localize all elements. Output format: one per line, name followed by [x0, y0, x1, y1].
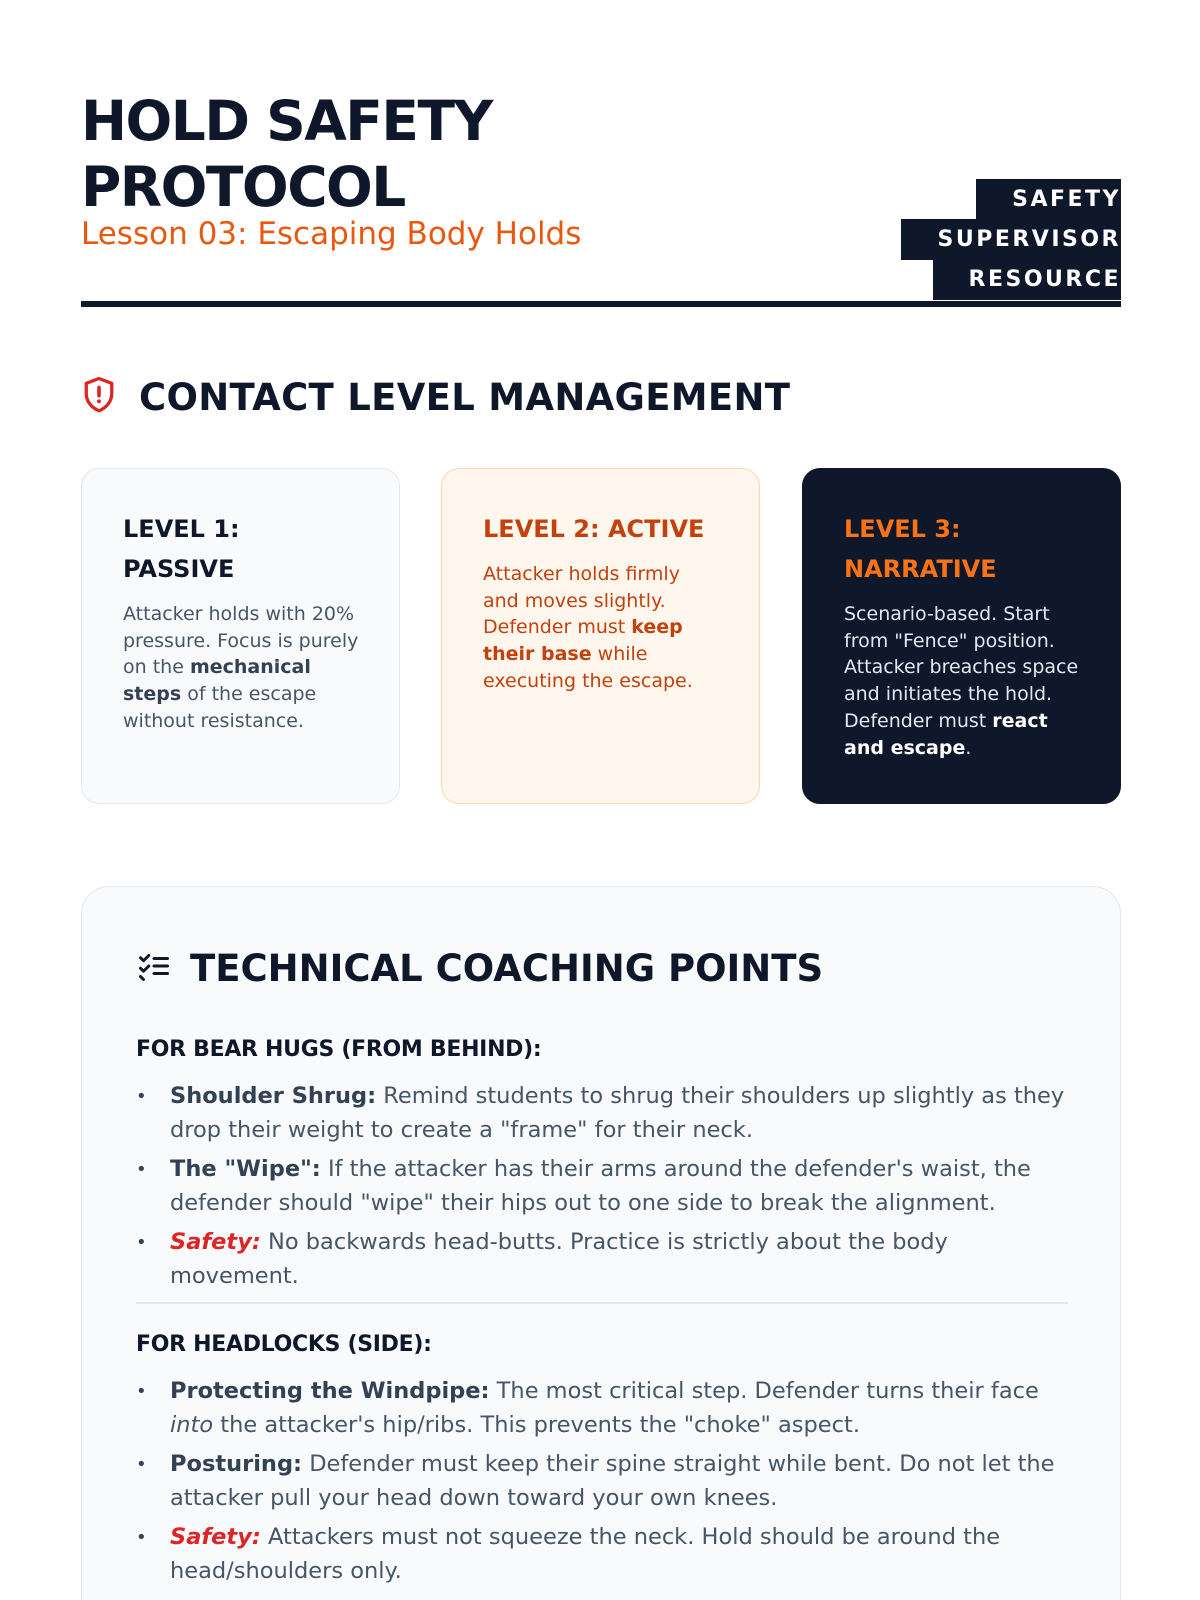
- level-emphasis: mechanical steps: [123, 656, 311, 706]
- level-description: [483, 561, 719, 695]
- bullet: •: [136, 1232, 147, 1253]
- level-cards: [81, 468, 1121, 804]
- level-card-narrative: [802, 468, 1121, 804]
- badge-line-2: RESOURCE: [951, 259, 1122, 300]
- list-item: [136, 1153, 1068, 1220]
- level-title: LEVEL 3: NARRATIVE: [844, 515, 997, 583]
- item-text: The most critical step. Defender turns their face: [489, 1378, 1039, 1404]
- headlock-group: [136, 1332, 1068, 1594]
- coaching-list: [136, 1080, 1068, 1293]
- level-emphasis: react and escape: [844, 709, 1048, 759]
- bullet: •: [136, 1454, 147, 1475]
- level-description: [844, 601, 1080, 761]
- level-text: .: [965, 736, 972, 759]
- item-text: No backwards head-butts. Practice is strictly about the body movement.: [170, 1229, 948, 1289]
- bullet: •: [136, 1527, 147, 1548]
- item-text: Remind students to shrug their shoulders up slightly as they drop their weight to create a "frame" for their neck.: [170, 1083, 1065, 1143]
- coaching-heading: [136, 947, 823, 990]
- list-item: [136, 1226, 1068, 1293]
- list-item: [136, 1375, 1068, 1442]
- resource-badge: [811, 180, 1121, 300]
- level-title: LEVEL 2: ACTIVE: [483, 515, 705, 543]
- list-item: [136, 1521, 1068, 1588]
- group-divider: [136, 1302, 1068, 1304]
- item-label: Protecting the Windpipe:: [170, 1378, 490, 1404]
- group-title: FOR BEAR HUGS (FROM BEHIND):: [136, 1037, 542, 1062]
- item-label: Shoulder Shrug:: [170, 1083, 377, 1109]
- item-text: If the attacker has their arms around the defender's waist, the defender should "wipe" their hips out to one side to break the alignment.: [170, 1156, 1031, 1216]
- group-title: FOR HEADLOCKS (SIDE):: [136, 1332, 432, 1357]
- level-text: of the escape without resistance.: [123, 683, 317, 732]
- safety-label: Safety:: [170, 1524, 261, 1550]
- item-label: Posturing:: [170, 1451, 303, 1477]
- panel-title: TECHNICAL COACHING POINTS: [190, 947, 824, 990]
- bear-hug-group: [136, 1037, 1068, 1299]
- lesson-subtitle: Lesson 03: Escaping Body Holds: [81, 216, 582, 252]
- badge-line-1: SAFETY SUPERVISOR: [919, 179, 1121, 260]
- level-text: Scenario-based. Start from "Fence" position. Attacker breaches space and initiates the hold. Defender must: [844, 603, 1079, 732]
- level-card-passive: [81, 468, 400, 804]
- coaching-list: [136, 1375, 1068, 1588]
- list-item: [136, 1448, 1068, 1515]
- document-page: [81, 0, 1121, 1584]
- item-text: Defender must keep their spine straight while bent. Do not let the attacker pull your head down toward your own knees.: [170, 1451, 1055, 1511]
- coaching-panel: [81, 886, 1121, 1600]
- level-text: while executing the escape.: [483, 643, 693, 692]
- page-header: [81, 0, 1121, 306]
- list-item: [136, 1080, 1068, 1147]
- item-emphasis: into: [170, 1411, 214, 1438]
- level-description: [123, 601, 359, 735]
- item-label: The "Wipe":: [170, 1156, 321, 1182]
- header-divider: [81, 301, 1121, 307]
- section-title: CONTACT LEVEL MANAGEMENT: [139, 376, 791, 419]
- level-text: Attacker holds with 20% pressure. Focus is purely on the: [123, 603, 359, 679]
- page-title: HOLD SAFETY PROTOCOL: [81, 89, 492, 219]
- safety-label: Safety:: [170, 1229, 261, 1255]
- bullet: •: [136, 1086, 147, 1107]
- level-text: Attacker holds firmly and moves slightly. Defender must: [483, 563, 680, 639]
- contact-level-heading: [81, 375, 790, 420]
- checklist-icon: [136, 948, 172, 989]
- bullet: •: [136, 1159, 147, 1180]
- item-text: the attacker's hip/ribs. This prevents the "choke" aspect.: [213, 1411, 860, 1438]
- bullet: •: [136, 1381, 147, 1402]
- shield-alert-icon: [81, 375, 117, 420]
- item-text: Attackers must not squeeze the neck. Hold should be around the head/shoulders only.: [170, 1524, 1001, 1584]
- level-title: LEVEL 1: PASSIVE: [123, 515, 240, 583]
- level-emphasis: keep their base: [483, 616, 683, 666]
- level-card-active: [441, 468, 760, 804]
